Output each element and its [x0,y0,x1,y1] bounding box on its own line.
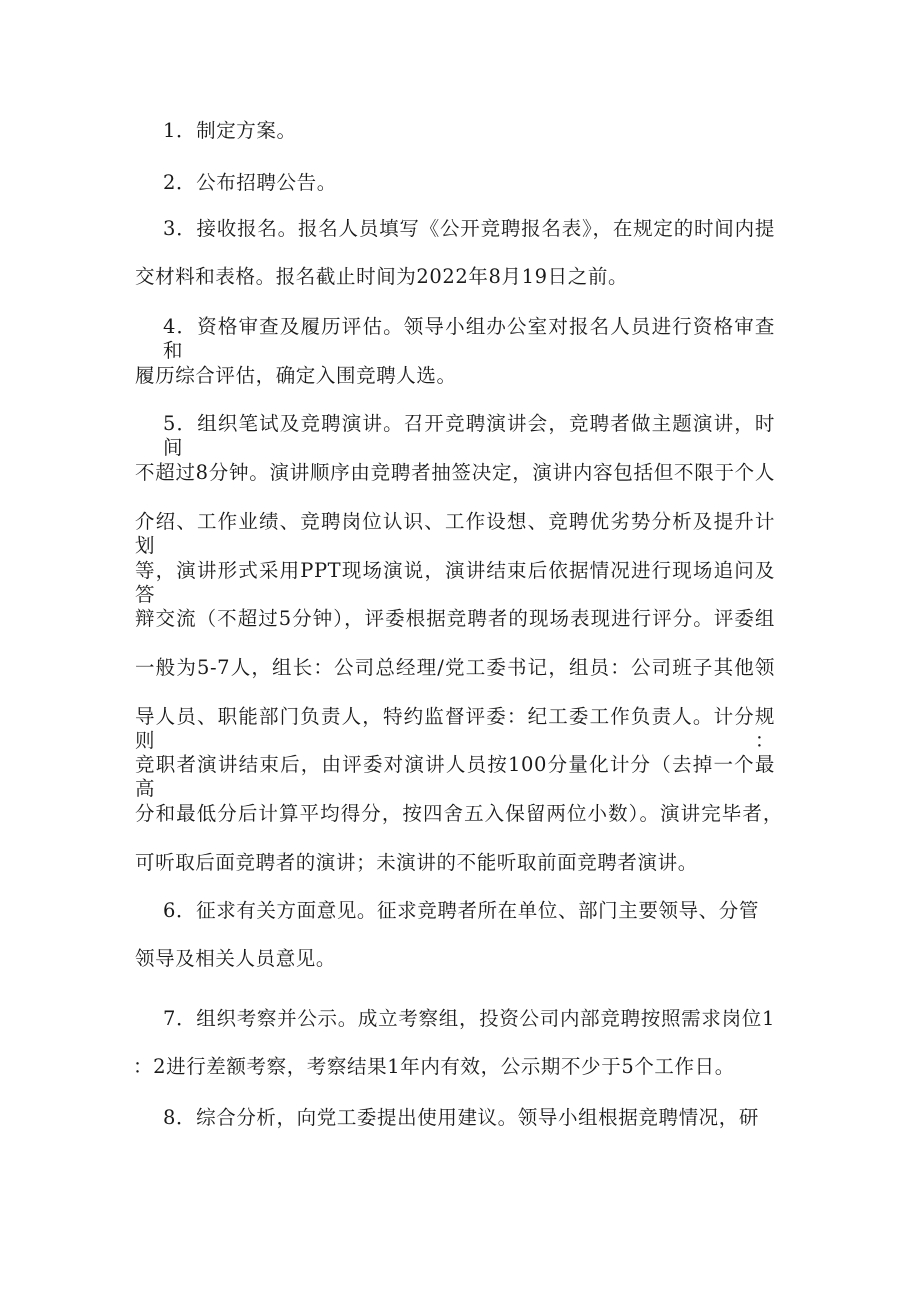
item-1-line-1: 1．制定方案。 [163,119,297,142]
item-6-line-1: 6．征求有关方面意见。征求竞聘者所在单位、部门主要领导、分管 [163,899,759,922]
item-5-line-2: 不超过8分钟。演讲顺序由竞聘者抽签决定，演讲内容包括但不限于个人 [135,461,775,484]
item-7-line-2: ：2进行差额考察，考察结果1年内有效，公示期不少于5个工作日。 [133,1055,735,1078]
item-6-line-2: 领导及相关人员意见。 [135,947,337,970]
item-4-line-1: 4．资格审查及履历评估。领导小组办公室对报名人员进行资格审查和 [163,315,775,362]
item-5-line-1: 5．组织笔试及竞聘演讲。召开竞聘演讲会，竞聘者做主题演讲，时间 [163,412,775,459]
item-5-line-7: 导人员、职能部门负责人，特约监督评委：纪工委工作负责人。计分规则： [135,705,775,752]
item-8-line-1: 8．综合分析，向党工委提出使用建议。领导小组根据竞聘情况，研 [163,1106,759,1129]
item-5-line-10: 可听取后面竞聘者的演讲；未演讲的不能听取前面竞聘者演讲。 [135,851,698,874]
item-5-line-9: 分和最低分后计算平均得分，按四舍五入保留两位小数）。演讲完毕者， [135,802,783,825]
item-3-line-2: 交材料和表格。报名截止时间为2022年8月19日之前。 [135,265,629,288]
item-5-line-8: 竞职者演讲结束后，由评委对演讲人员按100分量化计分（去掉一个最高 [135,753,775,800]
item-3-line-1: 3．接收报名。报名人员填写《公开竞聘报名表》，在规定的时间内提 [163,217,775,240]
item-4-line-2: 履历综合评估，确定入围竞聘人选。 [135,364,457,387]
item-7-line-1: 7．组织考察并公示。成立考察组，投资公司内部竞聘按照需求岗位1 [163,1007,775,1030]
item-5-line-4: 等，演讲形式采用PPT现场演说，演讲结束后依据情况进行现场追问及答 [135,559,775,606]
item-5-line-3: 介绍、工作业绩、竞聘岗位认识、工作设想、竞聘优劣势分析及提升计划 [135,510,775,557]
item-5-line-5: 辩交流（不超过5分钟），评委根据竞聘者的现场表现进行评分。评委组 [135,607,775,630]
item-2-line-1: 2．公布招聘公告。 [163,171,337,194]
item-5-line-6: 一般为5-7人，组长：公司总经理/党工委书记，组员：公司班子其他领 [135,656,775,679]
